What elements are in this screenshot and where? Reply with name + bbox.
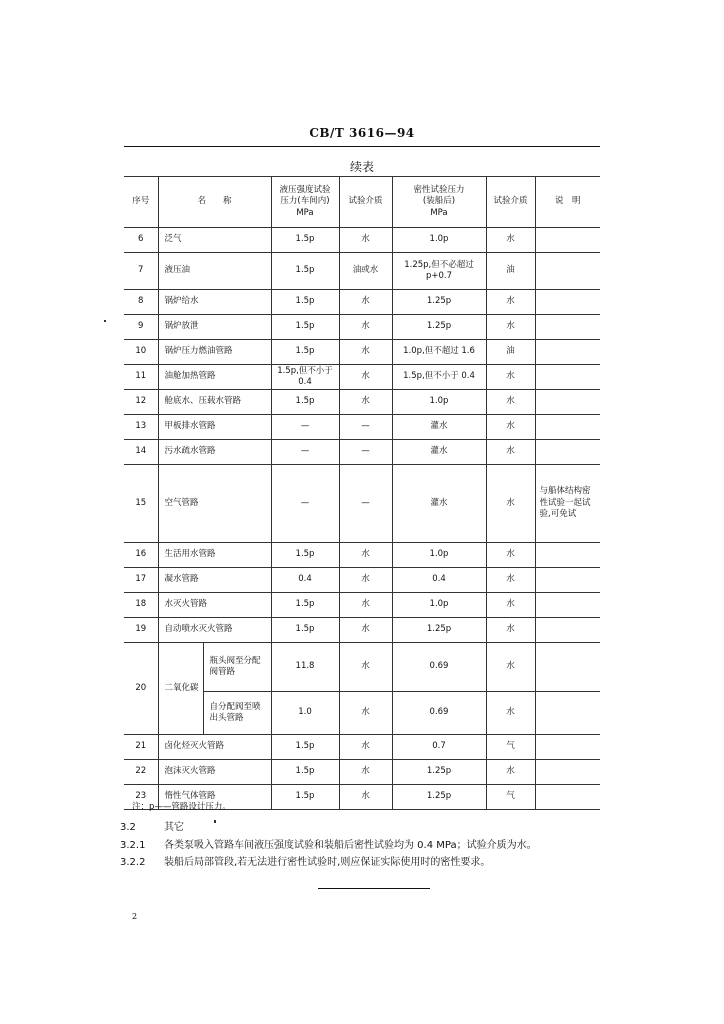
row-tight-pressure: 0.4 [392, 568, 486, 593]
tight-header-line: 密性试验压力 [413, 184, 465, 195]
table-row [124, 390, 600, 415]
row-subname: 自分配阀至喷出头管路 [203, 692, 271, 735]
row-remark [535, 593, 600, 618]
row-remark [535, 415, 600, 440]
row-medium1: 水 [339, 340, 392, 365]
row-hydro-pressure: 1.0 [271, 692, 339, 735]
row-medium1: 水 [339, 390, 392, 415]
row-medium2: 气 [486, 785, 535, 810]
table-row [124, 415, 600, 440]
page-number: 2 [132, 912, 138, 921]
table-row [124, 340, 600, 365]
row-no: 23 [124, 785, 158, 810]
row-name: 二氧化碳 [158, 643, 203, 735]
row-medium1: 水 [339, 290, 392, 315]
row-remark [535, 785, 600, 810]
row-medium1: 水 [339, 315, 392, 340]
table-row [124, 315, 600, 340]
row-medium1: 水 [339, 593, 392, 618]
row-remark [535, 692, 600, 735]
row-medium2: 气 [486, 735, 535, 760]
row-name: 空气管路 [158, 465, 271, 543]
row-no: 20 [124, 643, 158, 735]
row-remark [535, 315, 600, 340]
table-row [124, 228, 600, 253]
table-header-row [124, 177, 600, 228]
row-hydro-pressure: 1.5p [271, 315, 339, 340]
row-hydro-pressure: 0.4 [271, 568, 339, 593]
row-medium1: 水 [339, 618, 392, 643]
row-tight-pressure: 1.25p [392, 290, 486, 315]
tight-header-unit: MPa [430, 207, 448, 218]
row-no: 8 [124, 290, 158, 315]
row-medium2: 水 [486, 618, 535, 643]
col-header-tight-pressure [392, 177, 486, 228]
row-remark [535, 543, 600, 568]
row-medium2: 水 [486, 290, 535, 315]
row-medium1: — [339, 465, 392, 543]
row-tight-pressure: 1.0p [392, 228, 486, 253]
row-medium1: 水 [339, 692, 392, 735]
row-tight-pressure: 灌水 [392, 465, 486, 543]
section-text: 其它 [164, 822, 184, 833]
row-medium2: 水 [486, 415, 535, 440]
row-tight-pressure: 1.0p,但不超过 1.6 [392, 340, 486, 365]
section-3-2-1 [120, 836, 537, 851]
row-tight-pressure: 1.25p [392, 618, 486, 643]
row-medium1: 水 [339, 568, 392, 593]
row-name: 自动喷水灭火管路 [158, 618, 271, 643]
row-remark [535, 643, 600, 692]
row-name: 卤化烃灭火管路 [158, 735, 271, 760]
table-row [124, 735, 600, 760]
row-tight-pressure: 1.25p [392, 785, 486, 810]
table-row [124, 440, 600, 465]
row-no: 17 [124, 568, 158, 593]
row-remark [535, 618, 600, 643]
row-name: 甲板排水管路 [158, 415, 271, 440]
row-no: 15 [124, 465, 158, 543]
table-row [124, 365, 600, 390]
row-medium1: 水 [339, 543, 392, 568]
row-tight-pressure: 1.25p,但不必超过 p+0.7 [392, 253, 486, 290]
row-hydro-pressure: 1.5p [271, 785, 339, 810]
table-row [124, 593, 600, 618]
section-number: 3.2.2 [120, 857, 146, 868]
table-row [124, 543, 600, 568]
row-hydro-pressure: 1.5p,但不小于 0.4 [271, 365, 339, 390]
row-remark: 与船体结构密性试验一起试验,可免试 [535, 465, 600, 543]
row-medium1: — [339, 415, 392, 440]
row-hydro-pressure: 1.5p [271, 290, 339, 315]
row-hydro-pressure: 1.5p [271, 618, 339, 643]
row-medium1: 水 [339, 760, 392, 785]
section-3-2 [120, 818, 184, 833]
pressure-test-table [124, 176, 600, 810]
row-no: 6 [124, 228, 158, 253]
row-medium2: 水 [486, 568, 535, 593]
row-no: 9 [124, 315, 158, 340]
row-tight-pressure: 1.0p [392, 593, 486, 618]
row-remark [535, 340, 600, 365]
row-medium1: 水 [339, 228, 392, 253]
row-no: 12 [124, 390, 158, 415]
col-header-hydro-pressure [271, 177, 339, 228]
row-remark [535, 735, 600, 760]
row-medium1: — [339, 440, 392, 465]
row-name: 锅炉压力燃油管路 [158, 340, 271, 365]
row-name: 泡沫灭火管路 [158, 760, 271, 785]
row-no: 21 [124, 735, 158, 760]
section-3-2-2 [120, 853, 490, 868]
table-row [124, 568, 600, 593]
row-medium2: 水 [486, 760, 535, 785]
row-hydro-pressure: 1.5p [271, 593, 339, 618]
header-rule [124, 146, 600, 147]
table-row [124, 290, 600, 315]
row-medium2: 水 [486, 365, 535, 390]
row-medium1: 水 [339, 735, 392, 760]
col-header-medium2: 试验介质 [486, 177, 535, 228]
table-note: 注：p——管路设计压力。 [132, 802, 231, 812]
row-no: 11 [124, 365, 158, 390]
row-remark [535, 568, 600, 593]
row-hydro-pressure: 1.5p [271, 253, 339, 290]
row-tight-pressure: 灌水 [392, 415, 486, 440]
row-medium2: 水 [486, 643, 535, 692]
row-hydro-pressure: — [271, 440, 339, 465]
row-hydro-pressure: — [271, 465, 339, 543]
row-medium2: 油 [486, 340, 535, 365]
row-medium2: 水 [486, 692, 535, 735]
row-name: 锅炉放泄 [158, 315, 271, 340]
col-header-no: 序号 [124, 177, 158, 228]
row-tight-pressure: 0.7 [392, 735, 486, 760]
row-hydro-pressure: — [271, 415, 339, 440]
hydro-header-unit: MPa [296, 207, 314, 218]
row-medium2: 水 [486, 543, 535, 568]
table-row [124, 465, 600, 543]
row-no: 14 [124, 440, 158, 465]
row-no: 7 [124, 253, 158, 290]
row-name: 泛气 [158, 228, 271, 253]
table-row [124, 618, 600, 643]
row-name: 舱底水、压载水管路 [158, 390, 271, 415]
row-remark [535, 440, 600, 465]
row-tight-pressure: 1.5p,但不小于 0.4 [392, 365, 486, 390]
row-no: 10 [124, 340, 158, 365]
row-remark [535, 390, 600, 415]
section-number: 3.2 [120, 822, 136, 833]
row-name: 污水疏水管路 [158, 440, 271, 465]
row-remark [535, 253, 600, 290]
col-header-remark: 说 明 [535, 177, 600, 228]
row-tight-pressure: 0.69 [392, 692, 486, 735]
row-medium1: 水 [339, 785, 392, 810]
row-name: 水灭火管路 [158, 593, 271, 618]
row-tight-pressure: 1.25p [392, 760, 486, 785]
row-hydro-pressure: 1.5p [271, 543, 339, 568]
section-text: 装船后局部管段,若无法进行密性试验时,则应保证实际使用时的密性要求。 [164, 857, 491, 868]
row-name: 惰性气体管路 [158, 785, 271, 810]
row-name: 液压油 [158, 253, 271, 290]
row-hydro-pressure: 1.5p [271, 340, 339, 365]
row-tight-pressure: 1.25p [392, 315, 486, 340]
row-medium2: 水 [486, 440, 535, 465]
hydro-header-line: 压力(车间内) [280, 196, 330, 207]
row-name: 生活用水管路 [158, 543, 271, 568]
row-hydro-pressure: 1.5p [271, 735, 339, 760]
row-remark [535, 365, 600, 390]
table-caption: 续表 [349, 160, 374, 174]
section-text: 各类泵吸入管路车间液压强度试验和装船后密性试验均为 0.4 MPa；试验介质为水。 [164, 840, 537, 851]
table-row [124, 643, 600, 692]
row-no: 22 [124, 760, 158, 785]
row-tight-pressure: 1.0p [392, 390, 486, 415]
row-hydro-pressure: 1.5p [271, 760, 339, 785]
row-medium2: 油 [486, 253, 535, 290]
end-rule [318, 888, 430, 889]
row-medium2: 水 [486, 390, 535, 415]
row-remark [535, 290, 600, 315]
row-tight-pressure: 0.69 [392, 643, 486, 692]
row-remark [535, 760, 600, 785]
table-row [124, 760, 600, 785]
row-medium1: 水 [339, 365, 392, 390]
table-row [124, 253, 600, 290]
row-hydro-pressure: 1.5p [271, 390, 339, 415]
col-header-medium1: 试验介质 [339, 177, 392, 228]
row-subname: 瓶头阀至分配阀管路 [203, 643, 271, 692]
tight-header-line: (装船后) [422, 196, 456, 207]
row-hydro-pressure: 11.8 [271, 643, 339, 692]
row-tight-pressure: 灌水 [392, 440, 486, 465]
row-tight-pressure: 1.0p [392, 543, 486, 568]
standard-code: CB/T 3616—94 [309, 126, 415, 140]
row-remark [535, 228, 600, 253]
row-name: 油舱加热管路 [158, 365, 271, 390]
row-medium2: 水 [486, 593, 535, 618]
row-no: 18 [124, 593, 158, 618]
scan-speck [214, 820, 216, 823]
row-no: 13 [124, 415, 158, 440]
row-no: 16 [124, 543, 158, 568]
row-name: 凝水管路 [158, 568, 271, 593]
row-medium1: 水 [339, 643, 392, 692]
row-medium2: 水 [486, 228, 535, 253]
row-hydro-pressure: 1.5p [271, 228, 339, 253]
hydro-header-line: 液压强度试验 [279, 184, 331, 195]
row-no: 19 [124, 618, 158, 643]
scan-speck [104, 320, 106, 322]
row-medium1: 油或水 [339, 253, 392, 290]
section-number: 3.2.1 [120, 840, 146, 851]
row-medium2: 水 [486, 465, 535, 543]
row-medium2: 水 [486, 315, 535, 340]
col-header-name: 名 称 [158, 177, 271, 228]
row-name: 锅炉给水 [158, 290, 271, 315]
